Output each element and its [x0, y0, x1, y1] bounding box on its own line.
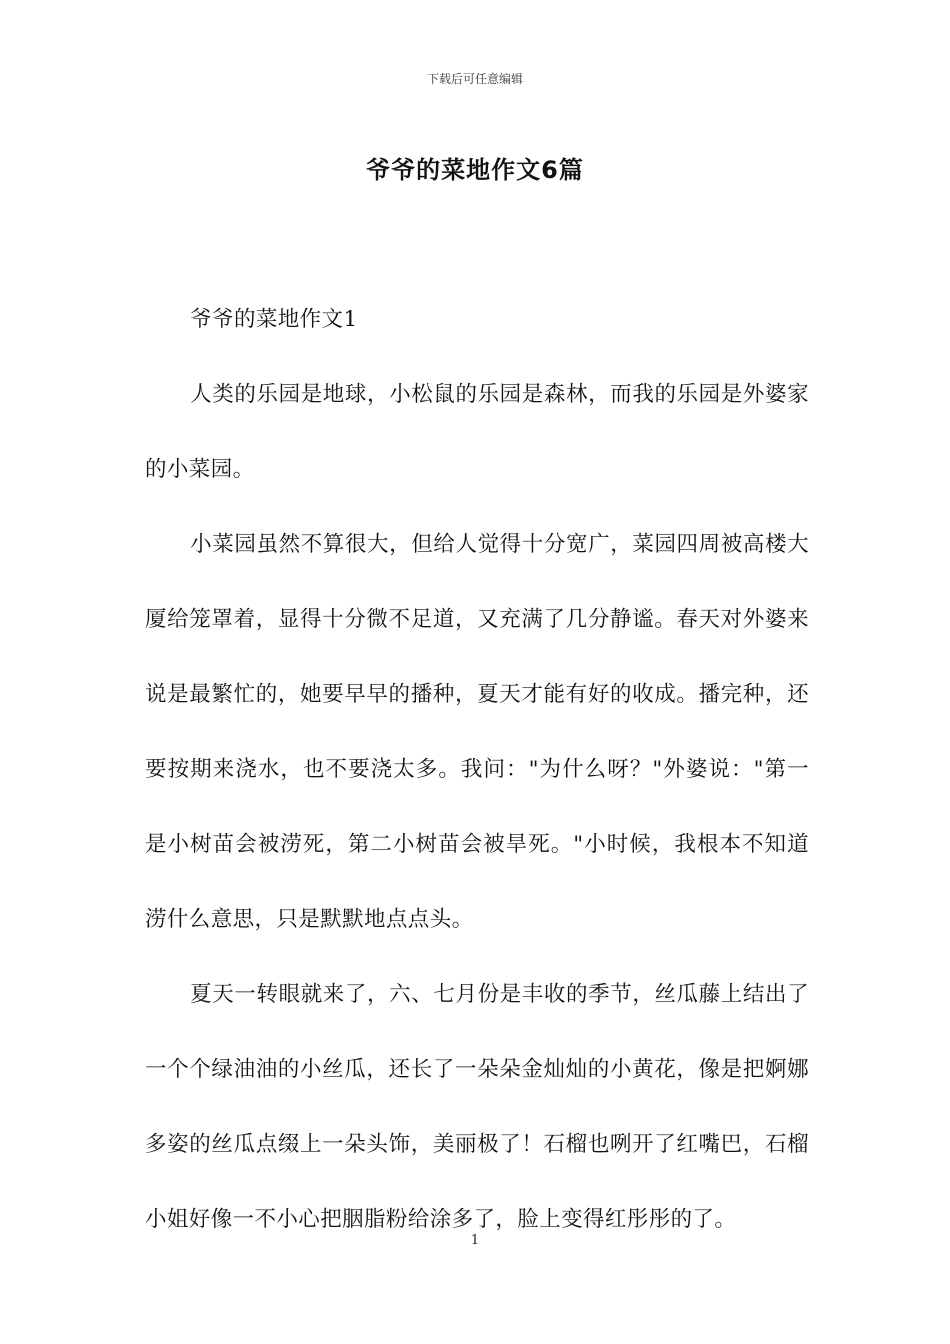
body-paragraph: 小菜园虽然不算很大，但给人觉得十分宽广，菜园四周被高楼大厦给笼罩着，显得十分微不足道，又充满了几分静谧。春天对外婆来说是最繁忙的，她要早早的播种，夏天才能有好的收成。播完种，还要按期来浇水，也不要浇太多。我问："为什么呀？"外婆说："第一是小树苗会被涝死，第二小树苗会被旱死。"小时候，我根本不知道涝什么意思，只是默默地点点头。: [145, 532, 809, 932]
page-header-note: 下载后可任意编辑: [426, 72, 523, 86]
section-heading: 爷爷的菜地作文1: [190, 307, 358, 332]
page-number: 1: [470, 1233, 480, 1248]
document-title: 爷爷的菜地作文6篇: [366, 156, 584, 184]
document-body: [145, 282, 809, 1257]
body-paragraph: 夏天一转眼就来了，六、七月份是丰收的季节，丝瓜藤上结出了一个个绿油油的小丝瓜，还长了一朵朵金灿灿的小黄花，像是把婀娜多姿的丝瓜点缀上一朵头饰，美丽极了！石榴也咧开了红嘴巴，石榴小姐好像一不小心把胭脂粉给涂多了，脸上变得红彤彤的了。: [145, 982, 809, 1232]
body-paragraph: 人类的乐园是地球，小松鼠的乐园是森林，而我的乐园是外婆家的小菜园。: [145, 382, 809, 482]
